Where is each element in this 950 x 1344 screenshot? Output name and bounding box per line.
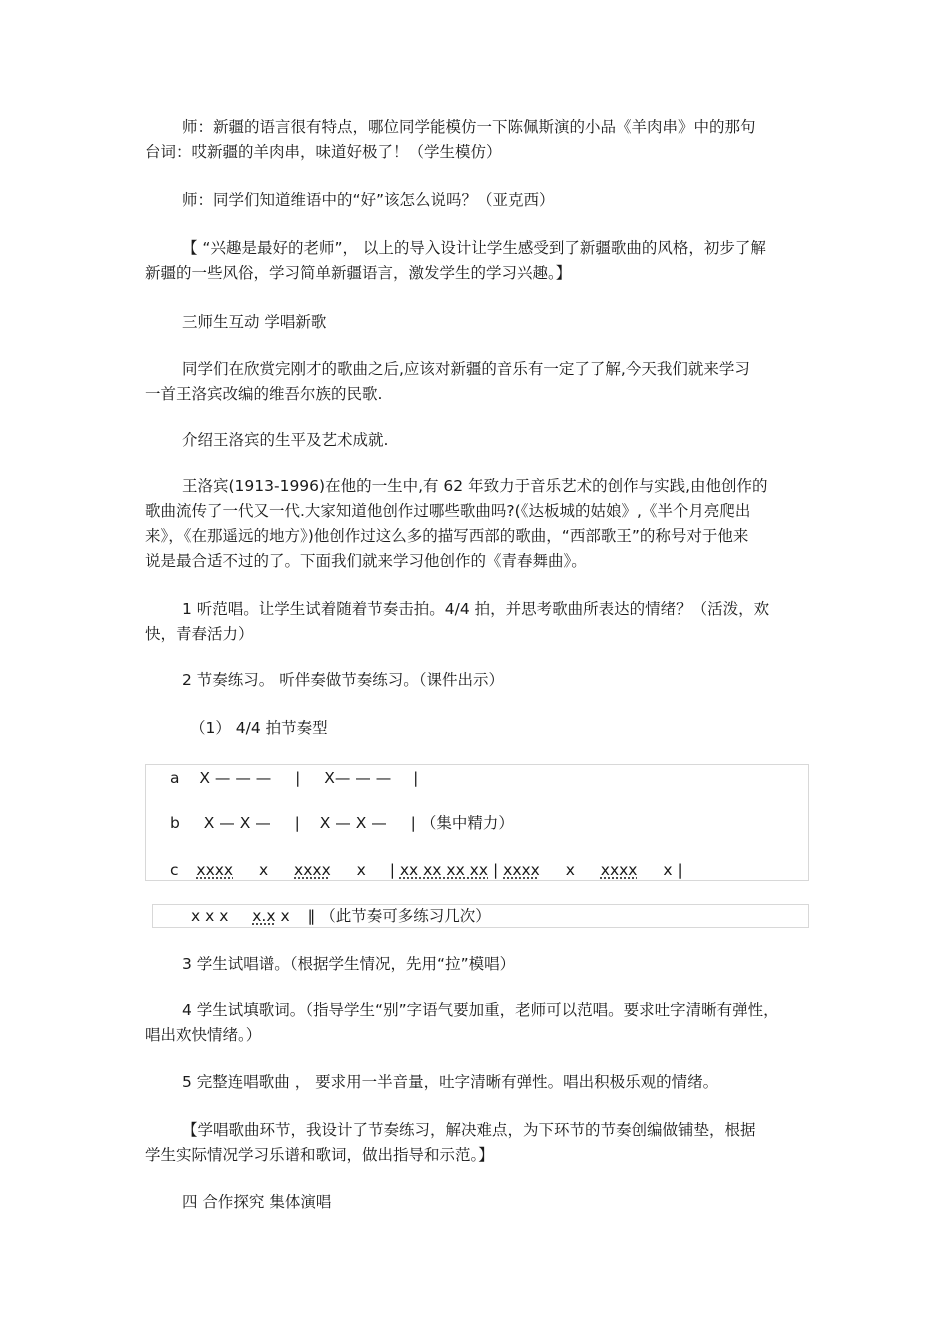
paragraph-composer-bio [145,474,847,574]
text-line: 歌曲流传了一代又一代.大家知道他创作过哪些歌曲吗?(《达板城的姑娘》,《半个月亮爬出 [145,502,751,520]
paragraph-rhythm-type [145,716,855,741]
text-line: 王洛宾(1913-1996)在他的一生中,有 62 年致力于音乐艺术的创作与实践,由他创作的 [182,477,768,495]
paragraph-interest-note [145,236,847,286]
rhythm-note-group: x x x [191,907,229,925]
text-line: 4 学生试填歌词。（指导学生“别”字语气要加重，老师可以范唱。要求吐字清晰有弹性， [182,1001,779,1019]
text-line: 说是最合适不过的了。下面我们就来学习他创作的《青春舞曲》。 [145,552,587,570]
paragraph-teacher-imitation [145,115,847,165]
bar-line: | [410,814,416,832]
bar-line: | [413,769,419,787]
text-line: 师：同学们知道维语中的“好”该怎么说吗？（亚克西） [182,191,555,209]
rhythm-note: （此节奏可多练习几次） [320,907,491,925]
text-line: 介绍王洛宾的生平及艺术成就. [182,431,389,449]
rhythm-note-group: xxxx [294,861,331,879]
text-line: 来》，《在那遥远的地方》)他创作过这么多的描写西部的歌曲，“西部歌王”的称号对于他来 [145,527,749,545]
rhythm-box [145,764,809,881]
text-line: 5 完整连唱歌曲 ， 要求用一半音量，吐字清晰有弹性。唱出积极乐观的情绪。 [182,1073,719,1091]
rhythm-row-b [170,812,514,834]
rhythm-row-d [191,905,491,927]
paragraph-intro-song [145,357,847,407]
text-line: 【学唱歌曲环节，我设计了节奏练习，解决难点，为下环节的节奏创编做铺垫，根据 [182,1121,756,1139]
text-line: 学生实际情况学习乐谱和歌词，做出指导和示范。】 [145,1146,494,1164]
text-line: （1） 4/4 拍节奏型 [190,719,328,737]
bar-line: | [295,769,301,787]
paragraph-step-full-song [145,1070,847,1095]
paragraph-uyghur-good [145,188,847,213]
rhythm-note-group: x [280,907,290,925]
bar-line: | [677,861,683,879]
bar-line: | [389,861,395,879]
text-line: 三师生互动 学唱新歌 [182,313,327,331]
rhythm-note-group: x [565,861,575,879]
paragraph-step-lyrics [145,998,847,1048]
rhythm-label: a [170,769,180,787]
text-line: 新疆的一些风俗，学习简单新疆语言，激发学生的学习兴趣。】 [145,264,572,282]
section-heading-three [145,310,847,335]
text-line: 台词：哎新疆的羊肉串，味道好极了！（学生模仿） [145,143,502,161]
paragraph-learning-note [145,1118,847,1168]
paragraph-step-rhythm [145,668,847,693]
paragraph-step-listen [145,597,847,647]
rhythm-note: （集中精力） [420,814,514,832]
text-line: 一首王洛宾改编的维吾尔族的民歌. [145,385,383,403]
text-line: 3 学生试唱谱。（根据学生情况，先用“拉”模唱） [182,955,516,973]
rhythm-note-group: xxxx [196,861,234,879]
text-line: 四 合作探究 集体演唱 [182,1193,332,1211]
rhythm-measure: X — — — [199,769,272,787]
text-line: 【 “兴趣是最好的老师”， 以上的导入设计让学生感受到了新疆歌曲的风格，初步了解 [182,239,766,257]
rhythm-measure: X — X — [319,814,387,832]
paragraph-step-sight-sing [145,952,847,977]
rhythm-note-group: x [356,861,366,879]
bar-line: | [492,861,499,879]
rhythm-note-group: x [663,861,673,879]
rhythm-measure: X— — — [324,769,392,787]
text-line: 1 听范唱。让学生试着随着节奏击拍。4/4 拍，并思考歌曲所表达的情绪？（活泼，欢 [182,600,770,618]
rhythm-note-group: xx xx xx xx [399,861,489,879]
rhythm-label: c [170,861,179,879]
rhythm-row-a [170,767,418,789]
rhythm-note-group: x [258,861,269,879]
text-line: 唱出欢快情绪。） [145,1026,262,1044]
text-line: 同学们在欣赏完刚才的歌曲之后,应该对新疆的音乐有一定了了解,今天我们就来学习 [182,360,750,378]
rhythm-note-group: xxxx [600,861,638,879]
rhythm-label: b [170,814,180,832]
rhythm-measure: X — X — [203,814,271,832]
rhythm-box-extra [152,904,809,928]
text-line: 快，青春活力） [145,625,254,643]
rhythm-note-group: x.x [252,907,276,925]
rhythm-row-c [170,859,683,881]
paragraph-introduce-composer [145,428,847,453]
text-line: 师：新疆的语言很有特点，哪位同学能模仿一下陈佩斯演的小品《羊肉串》中的那句 [182,118,756,136]
bar-line: | [294,814,300,832]
text-line: 2 节奏练习。 听伴奏做节奏练习。（课件出示） [182,671,504,689]
rhythm-note-group: xxxx [503,861,540,879]
section-heading-four [145,1190,847,1215]
double-bar-line: ‖ [307,907,316,925]
